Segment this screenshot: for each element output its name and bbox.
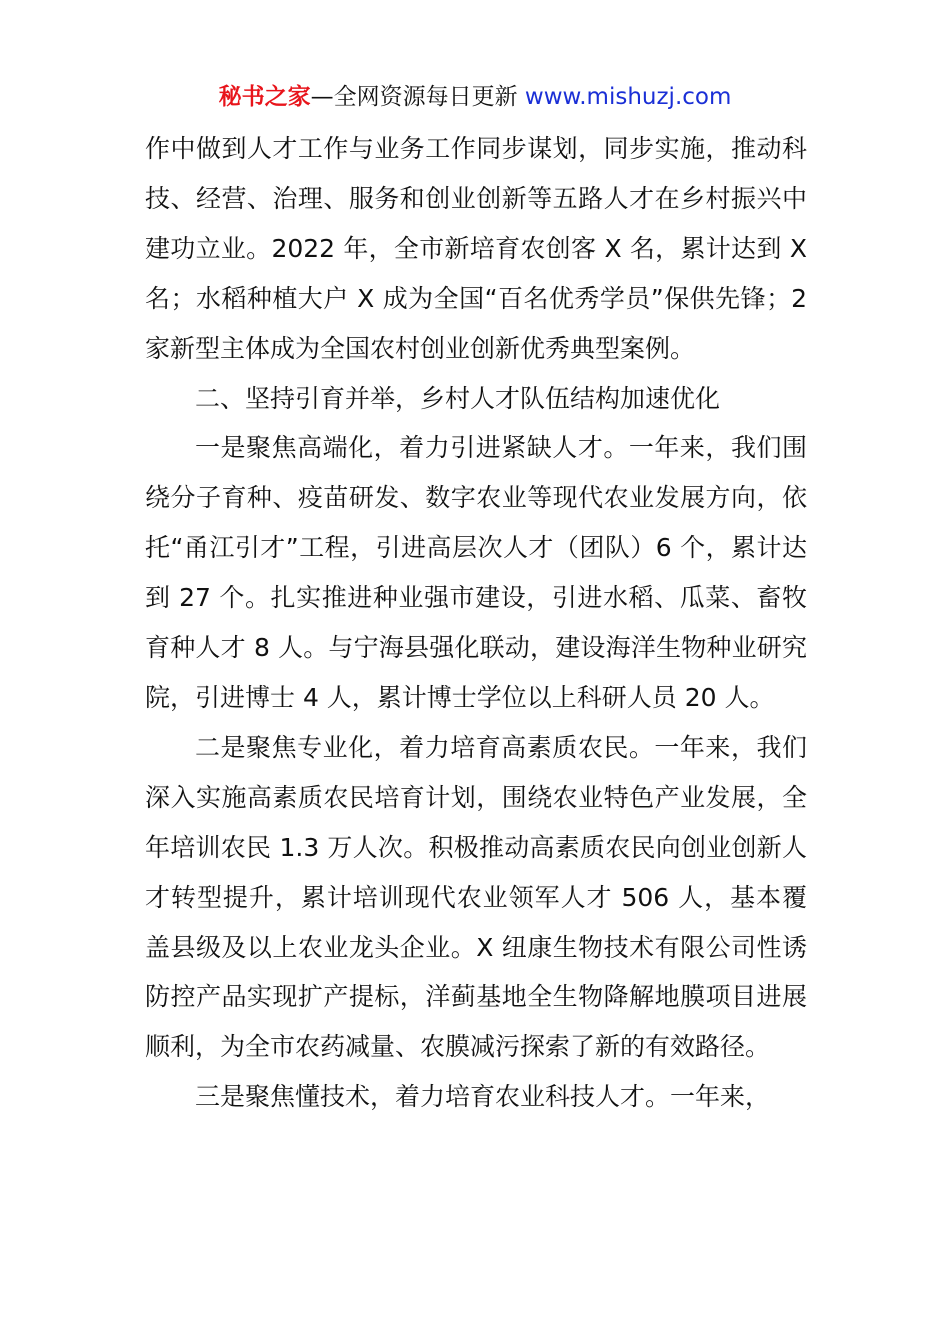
document-body bbox=[145, 124, 807, 1122]
paragraph-1: 一是聚焦高端化，着力引进紧缺人才。一年来，我们围绕分子育种、疫苗研发、数字农业等现代农业发展方向，依托“甬江引才”工程，引进高层次人才（团队）6 个，累计达到 27 个。扎实推进种业强市建设，引进水稻、瓜菜、畜牧育种人才 8 人。与宁海县强化联动，建设海洋生物种业研究院，引进博士 4 人，累计博士学位以上科研人员 20 人。 bbox=[145, 433, 807, 712]
paragraph-continuation: 作中做到人才工作与业务工作同步谋划，同步实施，推动科技、经营、治理、服务和创业创新等五路人才在乡村振兴中建功立业。2022 年，全市新培育农创客 X 名，累计达到 X 名；水稻种植大户 X 成为全国“百名优秀学员”保供先锋；2 家新型主体成为全国农村创业创新优秀典型案例。 bbox=[145, 134, 807, 363]
brand-name: 秘书之家 bbox=[218, 84, 311, 110]
section-heading: 二、坚持引育并举，乡村人才队伍结构加速优化 bbox=[195, 383, 721, 413]
header-tagline: —全网资源每日更新 bbox=[310, 84, 525, 110]
page-header bbox=[0, 80, 950, 114]
site-url: www.mishuzj.com bbox=[524, 84, 732, 110]
paragraph-2: 二是聚焦专业化，着力培育高素质农民。一年来，我们深入实施高素质农民培育计划，围绕农业特色产业发展，全年培训农民 1.3 万人次。积极推动高素质农民向创业创新人才转型提升，累计培训现代农业领军人才 506 人，基本覆盖县级及以上农业龙头企业。X 纽康生物技术有限公司性诱防控产品实现扩产提标，洋蓟基地全生物降解地膜项目进展顺利，为全市农药减量、农膜减污探索了新的有效路径。 bbox=[145, 732, 807, 1062]
paragraph-3: 三是聚焦懂技术，着力培育农业科技人才。一年来， bbox=[195, 1082, 771, 1112]
